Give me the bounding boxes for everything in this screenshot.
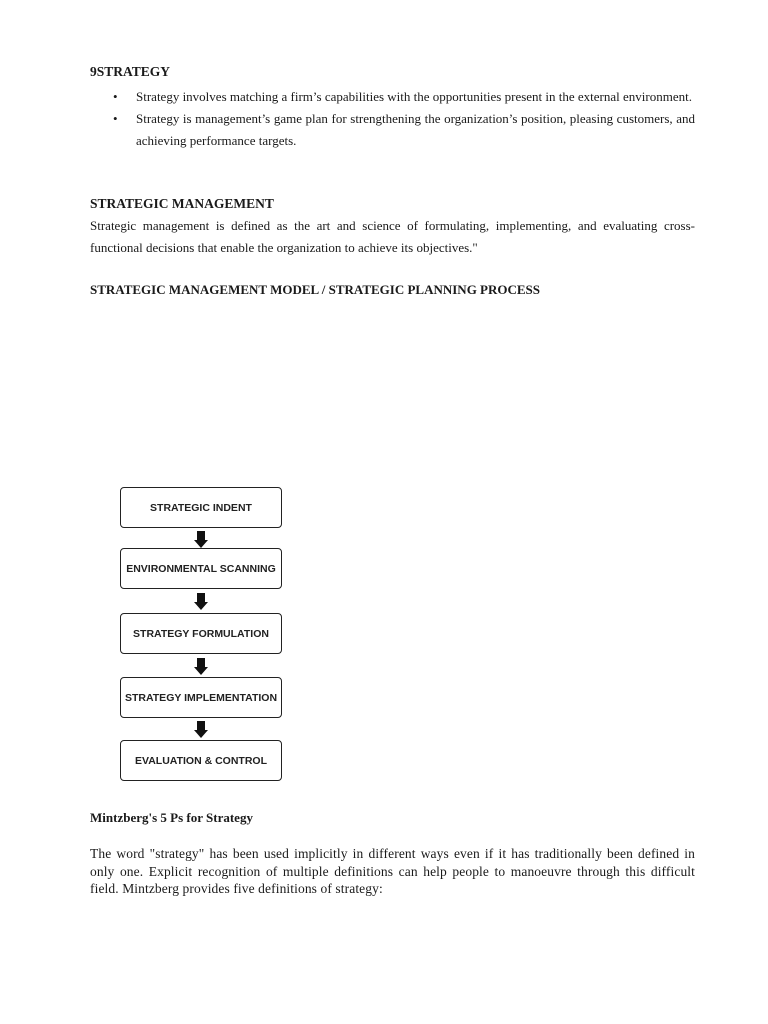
mintzberg-heading: Mintzberg's 5 Ps for Strategy [90,810,253,825]
strategic-management-definition: Strategic management is defined as the art and science of formulating, implementing, and evaluating cross-functional decisions that enable the organization to achieve its objectives." [90,218,695,255]
list-item [113,108,695,152]
flow-step-strategy-formulation: STRATEGY FORMULATION [120,613,282,654]
strategic-management-heading: STRATEGIC MANAGEMENT [90,196,274,211]
bullet-text: Strategy involves matching a firm’s capabilities with the opportunities present in the external environment. [136,89,692,104]
model-heading: STRATEGIC MANAGEMENT MODEL / STRATEGIC PLANNING PROCESS [90,282,541,297]
bullet-text: Strategy is management’s game plan for strengthening the organization’s position, pleasing customers, and achieving performance targets. [136,111,695,148]
flow-step-strategy-implementation: STRATEGY IMPLEMENTATION [120,677,282,718]
mintzberg-paragraph: The word "strategy" has been used implicitly in different ways even if it has traditionally been defined in only one. Explicit recognition of multiple definitions can help people to manoeuvre through this difficult field. Mintzberg provides five definitions of strategy: [90,846,695,896]
flow-step-environmental-scanning: ENVIRONMENTAL SCANNING [120,548,282,589]
strategy-bullet-list [113,86,695,152]
flow-step-strategic-indent: STRATEGIC INDENT [120,487,282,528]
strategy-heading: 9STRATEGY [90,64,171,79]
list-item [113,86,695,108]
bullet-icon: • [113,111,118,126]
bullet-icon: • [113,89,118,104]
flow-step-evaluation-control: EVALUATION & CONTROL [120,740,282,781]
